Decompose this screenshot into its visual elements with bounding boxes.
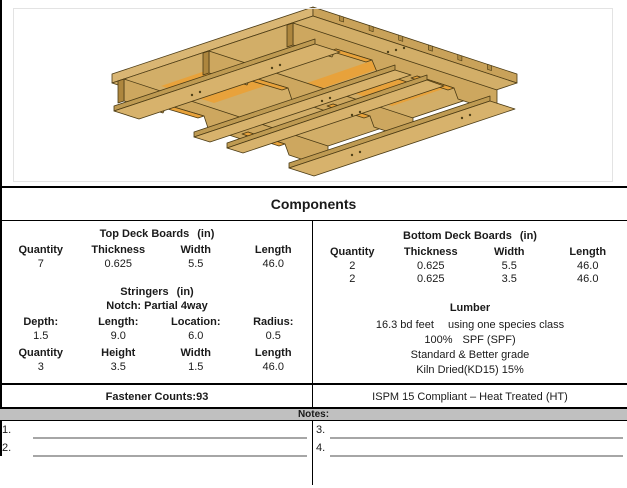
note-number-3: 3. <box>316 424 326 436</box>
lumber-section <box>313 302 627 376</box>
stringers-title: Stringers (in) <box>120 286 194 298</box>
stringers-notch-headers: Depth: Length: Location: Radius: <box>23 316 294 328</box>
drawing-frame <box>13 8 613 182</box>
note-number-2: 2. <box>2 442 12 454</box>
note-line-4 <box>330 455 623 457</box>
lumber-title: Lumber <box>449 302 491 314</box>
fastener-counts: Fastener Counts:93 <box>105 391 209 403</box>
stringers-row: 3 3.5 1.5 46.0 <box>37 361 284 373</box>
bottom-deck-row-1: 2 0.625 5.5 46.0 <box>349 260 599 272</box>
note-line-2 <box>33 455 307 457</box>
note-line-3 <box>330 437 623 439</box>
top-deck-headers: Quantity Thickness Width Length <box>18 244 292 256</box>
notes-title: Notes: <box>297 409 330 420</box>
lumber-bdfeet-line: 16.3 bd feet using one species class <box>375 319 565 331</box>
stringers-headers: Quantity Height Width Length <box>18 347 292 359</box>
lumber-species-line: 100% SPF (SPF) <box>424 334 516 346</box>
top-deck-title: Top Deck Boards (in) <box>99 228 215 240</box>
lumber-grade-line: Standard & Better grade <box>410 349 530 361</box>
notes-bar <box>0 408 627 421</box>
top-deck-row: 7 0.625 5.5 46.0 <box>37 258 284 270</box>
ispm-compliance: ISPM 15 Compliant – Heat Treated (HT) <box>372 391 568 403</box>
bottom-deck-headers: Quantity Thickness Width Length <box>329 246 607 258</box>
stringers-notch-label: Notch: Partial 4way <box>106 300 208 312</box>
note-number-1: 1. <box>2 424 12 436</box>
lumber-drying-line: Kiln Dried(KD15) 15% <box>416 364 524 376</box>
bottom-deck-section <box>313 230 627 285</box>
bottom-deck-title: Bottom Deck Boards (in) <box>403 230 537 242</box>
top-deck-section <box>2 228 312 270</box>
note-line-1 <box>33 437 307 439</box>
stringers-section <box>2 286 312 373</box>
components-header-row <box>0 188 627 220</box>
pallet-drawing-area <box>0 0 627 186</box>
bottom-deck-row-2: 2 0.625 3.5 46.0 <box>349 273 599 285</box>
divider-under-components <box>0 220 627 221</box>
note-number-4: 4. <box>316 442 326 454</box>
stringers-notch-values: 1.5 9.0 6.0 0.5 <box>33 330 281 342</box>
components-title: Components <box>270 196 357 212</box>
